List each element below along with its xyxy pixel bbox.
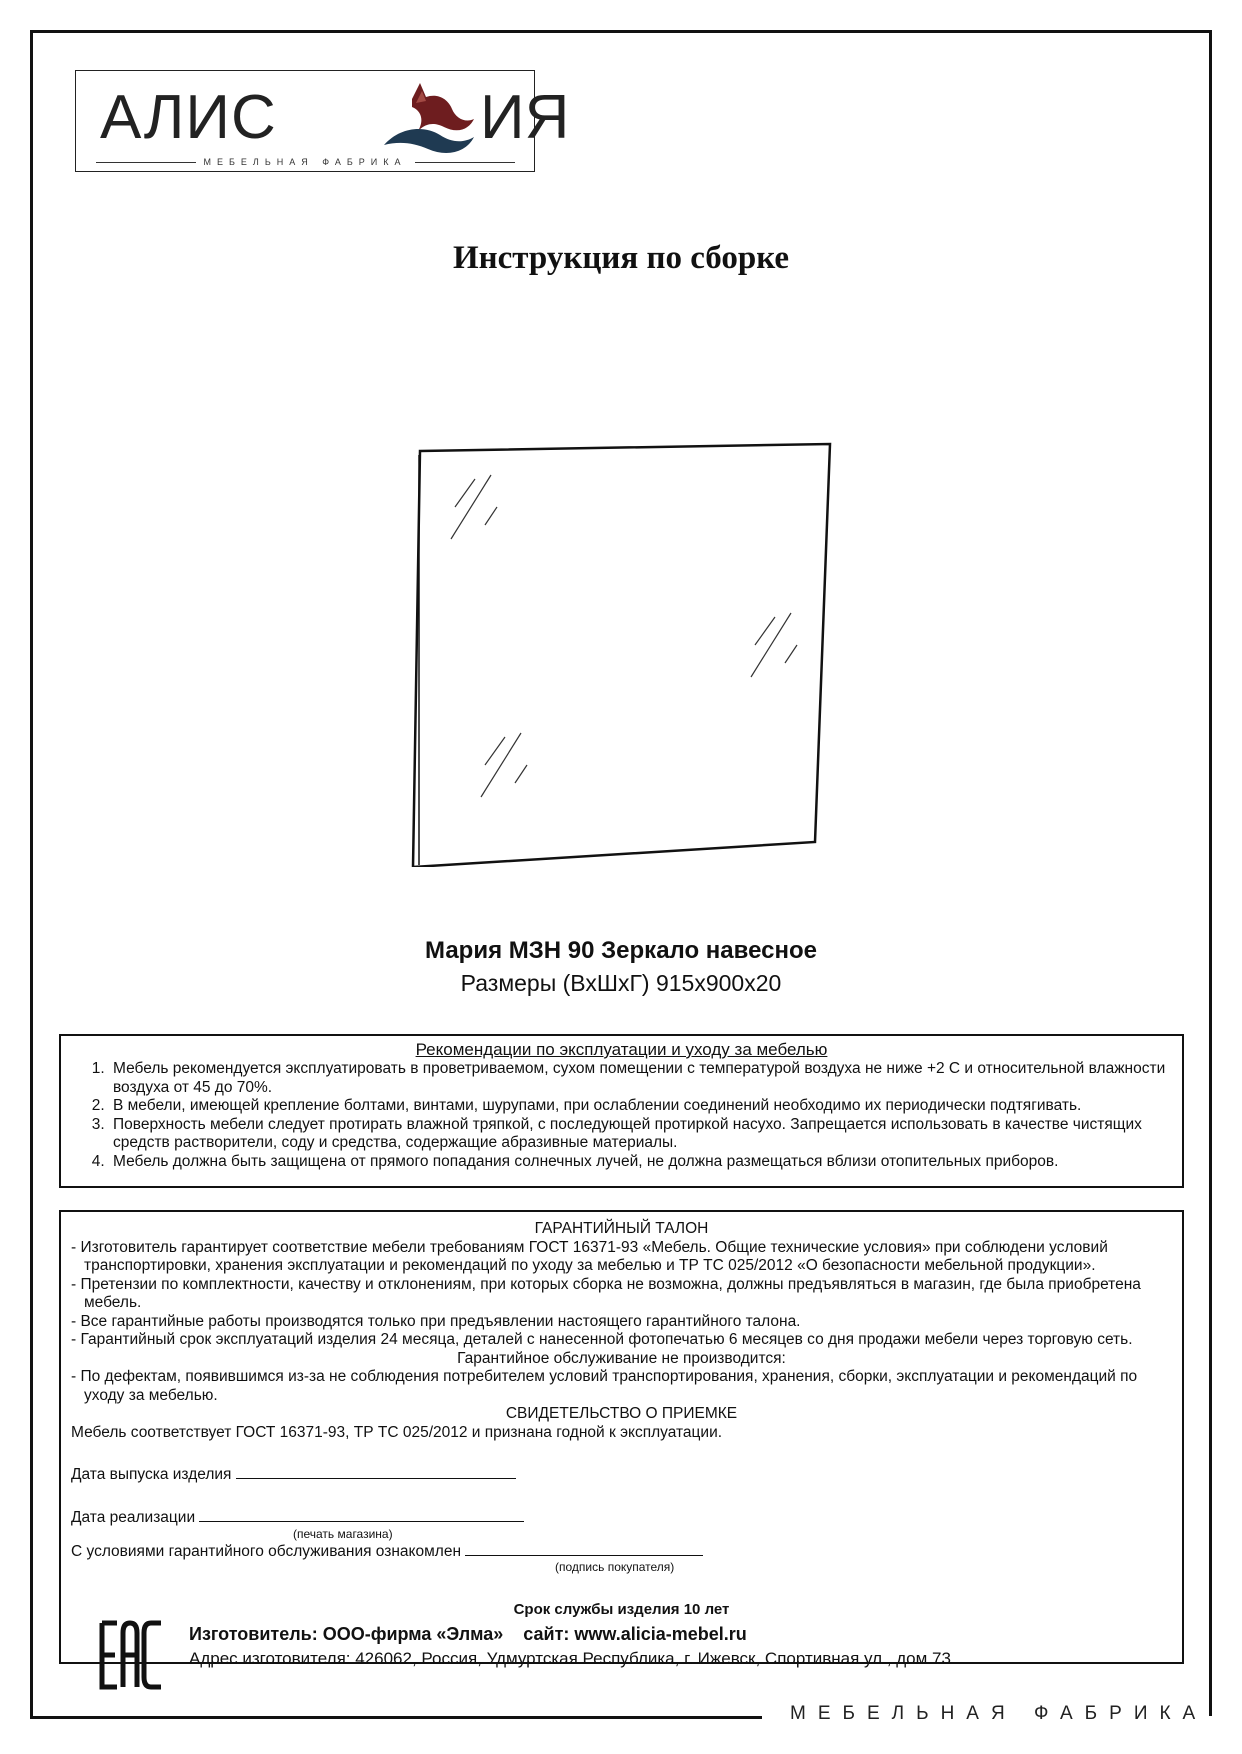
list-item: - Изготовитель гарантирует соответствие мебели требованиям ГОСТ 16371-93 «Мебель. Общие технические условия» при соблюдени условий транспортировки, хранения эксплуатации и рекомендаций по уходу за мебелью и ТР ТС 025/2012 «О безопасности мебельной продукции». (71, 1238, 1108, 1274)
list-item: - По дефектам, появившимся из-за не соблюдения потребителем условий транспортирования, хранения, сборки, эксплуатации и рекомендаций по уходу за мебелью. (71, 1368, 1138, 1404)
manufacturer-name: Изготовитель: ООО-фирма «Элма» (189, 1624, 504, 1644)
list-item: 1. Мебель рекомендуется эксплуатировать в проветриваемом, сухом помещении с температурой воздуха не ниже +2 С и относительной влажности воздуха от 45 до 70%. (109, 1060, 1172, 1097)
release-date-label: Дата выпуска изделия (71, 1466, 232, 1483)
sale-date-line[interactable] (199, 1507, 524, 1522)
sale-date-label: Дата реализации (71, 1508, 196, 1526)
page-title: Инструкция по сборке (452, 240, 790, 276)
release-date-field (71, 1464, 1172, 1485)
agree-field (71, 1541, 1172, 1561)
release-date-line[interactable] (236, 1464, 516, 1479)
product-dimensions: Размеры (ВхШхГ) 915х900х20 (460, 970, 782, 996)
service-life: Срок службы изделия 10 лет (513, 1601, 730, 1618)
recommendations-list (61, 1060, 1182, 1171)
list-item: 3. Поверхность мебели следует протирать влажной тряпкой, с последующей протиркой насухо. Запрещается использовать в качестве чистящих средств растворители, соду и средства, содержащие абразивные материалы. (109, 1116, 1172, 1153)
care-recommendations-box (59, 1034, 1184, 1188)
signature-line[interactable] (465, 1541, 703, 1556)
page-frame-right (1209, 30, 1212, 1716)
fox-logo-icon (382, 79, 476, 159)
product-name: Мария МЗН 90 Зеркало навесное (425, 937, 817, 964)
no-service-title: Гарантийное обслуживание не производится: (457, 1349, 786, 1367)
warranty-box (59, 1210, 1184, 1668)
logo-text-part1: АЛИС (100, 83, 277, 152)
list-item: 4. Мебель должна быть защищена от прямого попадания солнечных лучей, не должна размещаться вблизи отопительных приборов. (109, 1153, 1172, 1172)
company-logo (75, 70, 570, 172)
sale-date-field (71, 1507, 1172, 1528)
agree-label: С условиями гарантийного обслуживания ознакомлен (71, 1543, 461, 1560)
signature-caption: (подпись покупателя) (555, 1560, 675, 1574)
footer-brand: МЕБЕЛЬНАЯ ФАБРИКА (790, 1703, 1208, 1724)
page-frame-bottom (30, 1716, 762, 1719)
list-item: - Претензии по комплектности, качеству и отклонениям, при которых сборка не возможна, должны предъявляться в магазин, где была приобретена мебель. (71, 1275, 1141, 1311)
list-item: - Все гарантийные работы производятся только при предъявлении настоящего гарантийного талона. (71, 1312, 801, 1330)
list-item: 2. В мебели, имеющей крепление болтами, винтами, шурупами, при ослаблении соединений необходимо их периодически подтягивать. (109, 1097, 1172, 1116)
recommendations-title: Рекомендации по эксплуатации и уходу за мебелью (415, 1040, 828, 1059)
manufacturer-address: Адрес изготовителя: 426062, Россия, Удмуртская Республика, г. Ижевск, Спортивная ул., дом 73 (189, 1649, 951, 1668)
page-frame-left (30, 30, 33, 1716)
list-item: - Гарантийный срок эксплуатаций изделия 24 месяца, деталей с нанесенной фотопечатью 6 месяцев со дня продажи мебели через торговую сеть. (71, 1331, 1133, 1348)
logo-text-part2: ИЯ (480, 83, 570, 152)
warranty-title: ГАРАНТИЙНЫЙ ТАЛОН (534, 1220, 709, 1237)
acceptance-title: СВИДЕТЕЛЬСТВО О ПРИЕМКЕ (505, 1405, 738, 1422)
mirror-illustration (405, 437, 835, 867)
stamp-caption: (печать магазина) (293, 1527, 393, 1541)
manufacturer-line (189, 1624, 747, 1645)
acceptance-text: Мебель соответствует ГОСТ 16371-93, ТР ТС 025/2012 и признана годной к эксплуатации. (71, 1423, 723, 1441)
manufacturer-site[interactable]: сайт: www.alicia-mebel.ru (523, 1624, 747, 1644)
page-frame-top (30, 30, 1212, 33)
eac-mark-icon (99, 1619, 165, 1691)
logo-subtitle: МЕБЕЛЬНАЯ ФАБРИКА (76, 157, 534, 167)
